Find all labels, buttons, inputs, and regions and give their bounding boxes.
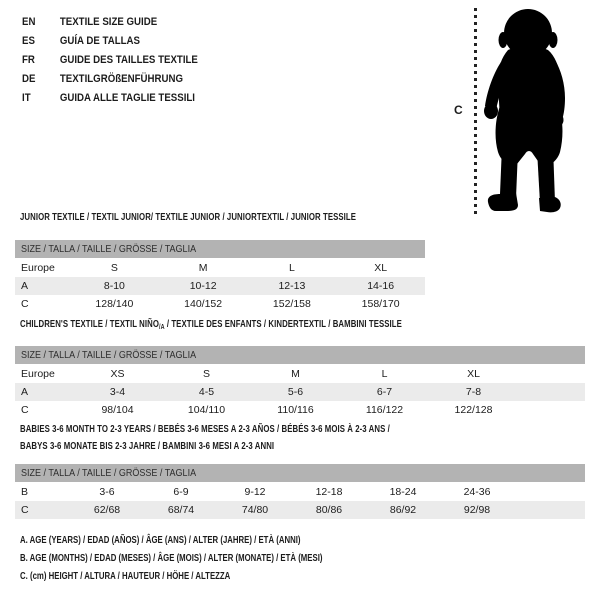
cell: 110/116 [277,404,314,416]
cell: 80/86 [292,501,366,519]
table-header-label: SIZE / TALLA / TAILLE / GRÖSSE / TAGLIA [21,468,197,479]
cell: 86/92 [366,501,440,519]
cell: M [291,368,300,380]
row-label: A [15,277,70,295]
language-label: GUIDA ALLE TAGLIE TESSILI [59,91,196,104]
table-header-label: SIZE / TALLA / TAILLE / GRÖSSE / TAGLIA [21,244,197,255]
language-label: TEXTILE SIZE GUIDE [59,15,158,28]
cell: 4-5 [162,383,251,401]
table-header-bar [15,346,585,365]
cell: 9-12 [244,486,266,498]
cell: 140/152 [184,298,223,310]
cell: 8-10 [70,277,159,295]
row-label: C [21,298,29,310]
measure-label-c: C [454,103,463,117]
table-row-europe [15,365,585,384]
table-row-height [15,295,425,313]
table-row-height [15,401,585,419]
cell: L [288,262,295,274]
cell: S [202,368,210,380]
cell: 158/170 [361,298,400,310]
cell: 62/68 [70,501,144,519]
section-title-babies-line1: BABIES 3-6 MONTH TO 2-3 YEARS / BEBÉS 3-6 MESES A 2-3 AÑOS / BÉBÉS 3-6 MOIS À 2-3 ANS / [20,424,390,435]
table-row-age [15,277,425,295]
cell: 68/74 [144,501,218,519]
cell: 122/128 [454,404,493,416]
cell: XL [374,262,388,274]
language-label: GUÍA DE TALLAS [59,34,140,47]
size-table-babies [15,464,585,519]
cell: 74/80 [218,501,292,519]
footnote-height: C. (cm) HEIGHT / ALTURA / HAUTEUR / HÖHE / ALTEZZA [20,571,231,582]
language-code: IT [22,91,31,104]
title-subscript: /A [158,324,165,331]
section-title-children [20,319,402,331]
language-label: TEXTILGRÖßENFÜHRUNG [59,72,183,85]
language-code: DE [22,72,36,85]
cell: 24-36 [463,486,491,498]
cell: 18-24 [389,486,417,498]
cell: XL [467,368,480,380]
cell: 92/98 [440,501,514,519]
table-row-europe [15,259,425,278]
table-row-height [15,501,585,519]
title-text: / TEXTILE DES ENFANTS / KINDERTEXTIL / BAMBINI TESSILE [164,319,402,330]
cell: 3-6 [99,486,115,498]
cell-filler [514,501,585,519]
cell-filler [518,383,585,401]
cell: 14-16 [336,277,425,295]
cell: 3-4 [73,383,162,401]
cell: 128/140 [95,298,134,310]
section-title-junior: JUNIOR TEXTILE / TEXTIL JUNIOR/ TEXTILE JUNIOR / JUNIORTEXTIL / JUNIOR TESSILE [20,212,357,223]
cell: M [198,262,208,274]
cell: 12-13 [248,277,337,295]
cell: 6-7 [340,383,429,401]
row-label: C [21,404,29,416]
cell: 6-9 [173,486,189,498]
language-row [22,12,198,31]
height-measure-dashed-line [474,8,477,214]
footnote-age-months: B. AGE (MONTHS) / EDAD (MESES) / ÂGE (MOIS) / ALTER (MONATE) / ETÀ (MESI) [20,553,323,564]
cell: S [110,262,118,274]
size-table-junior [15,240,425,313]
cell-filler [518,365,585,384]
language-label: GUIDE DES TAILLES TEXTILE [59,53,198,66]
toddler-silhouette [483,6,583,216]
row-label: B [21,486,29,498]
language-row [22,31,198,50]
table-header-bar [15,464,585,483]
language-title-list [22,12,222,107]
cell: 5-6 [251,383,340,401]
table-header-label: SIZE / TALLA / TAILLE / GRÖSSE / TAGLIA [21,350,197,361]
language-row [22,69,198,88]
cell: 116/122 [365,404,404,416]
cell: 152/158 [272,298,311,310]
cell: XS [110,368,125,380]
footnote-age-years: A. AGE (YEARS) / EDAD (AÑOS) / ÂGE (ANS) / ALTER (JAHRE) / ETÀ (ANNI) [20,535,301,546]
row-label: A [15,383,73,401]
cell: 7-8 [429,383,518,401]
title-text: CHILDREN'S TEXTILE / TEXTIL NIÑO [20,319,159,330]
cell: 98/104 [101,404,134,416]
cell: L [381,368,388,380]
table-row-age [15,383,585,401]
cell-filler [518,401,585,419]
cell: 12-18 [315,486,343,498]
language-row [22,88,198,107]
language-code: ES [22,34,35,47]
cell: 10-12 [159,277,248,295]
size-table-children [15,346,585,419]
section-title-babies-line2: BABYS 3-6 MONATE BIS 2-3 JAHRE / BAMBINI 3-6 MESI A 2-3 ANNI [20,441,275,452]
row-label: Europe [21,262,55,274]
cell: 104/110 [187,404,226,416]
row-label: Europe [21,368,55,380]
row-label: C [15,501,70,519]
table-row-months [15,483,585,502]
table-header-bar [15,240,425,259]
language-code: EN [22,15,36,28]
language-code: FR [22,53,35,66]
cell-filler [514,483,585,502]
language-row [22,50,198,69]
